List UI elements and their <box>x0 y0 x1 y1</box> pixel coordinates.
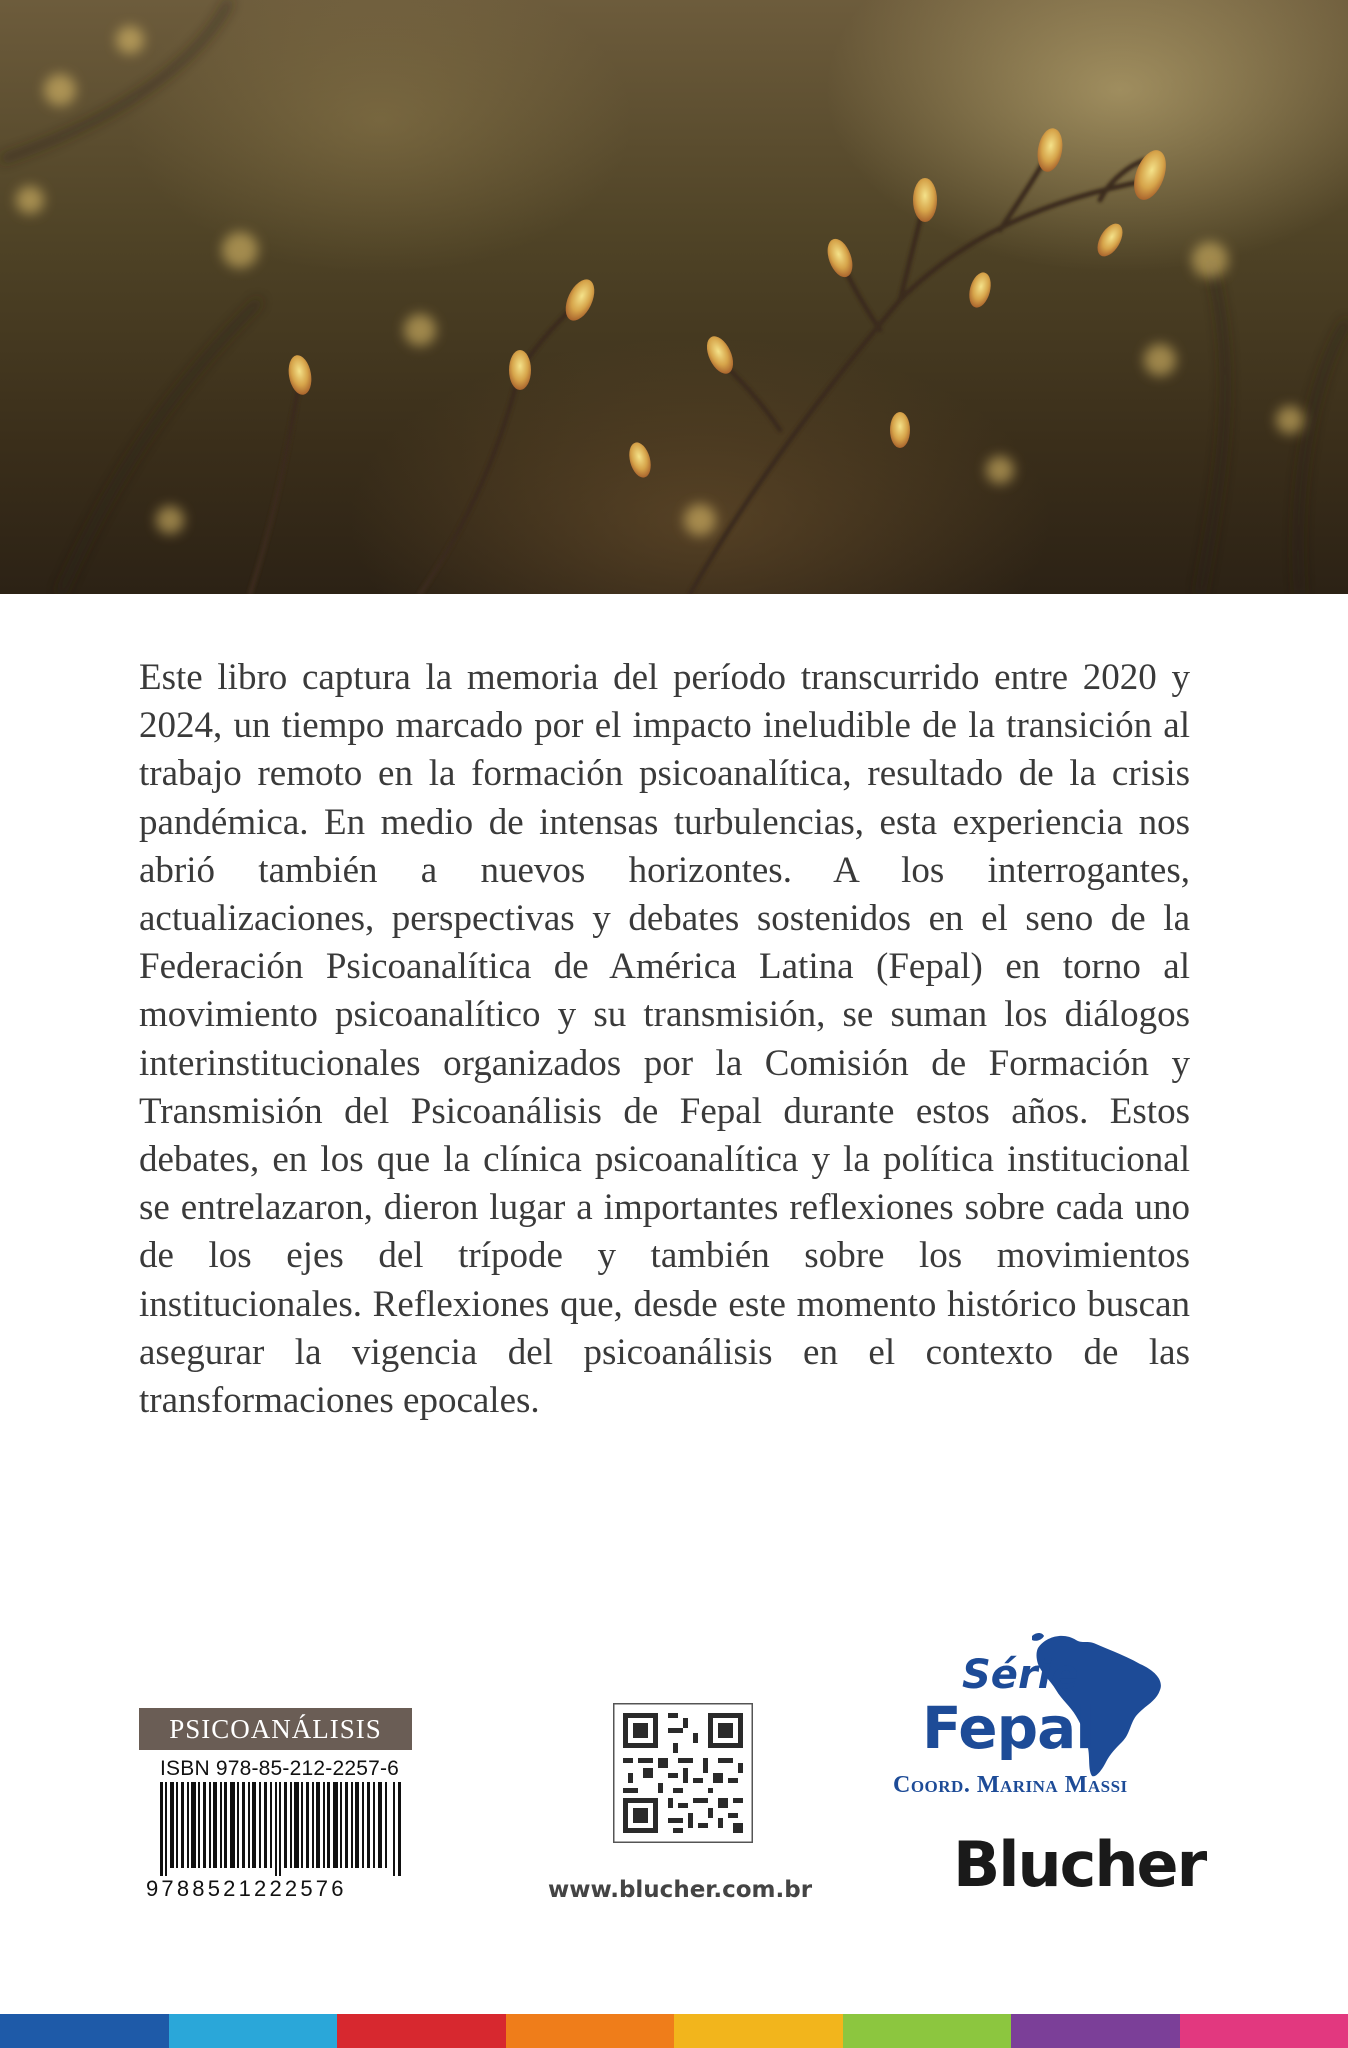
stripe-segment <box>169 2014 338 2048</box>
series-coordinator: Coord. Marina Massi <box>893 1772 1128 1798</box>
cover-photo <box>0 0 1348 594</box>
color-stripe <box>0 2014 1348 2048</box>
stripe-segment <box>843 2014 1012 2048</box>
barcode-icon <box>160 1782 402 1876</box>
qr-code-icon <box>613 1703 753 1843</box>
series-name: Fepal <box>922 1694 1095 1762</box>
branches-illustration <box>0 0 1348 594</box>
publisher-logo: Blucher <box>953 1828 1206 1901</box>
category-label: PSICOANÁLISIS <box>139 1708 412 1750</box>
barcode-digits: 9788521222576 <box>146 1876 347 1901</box>
back-cover-blurb: Este libro captura la memoria del período transcurrido entre 2020 y 2024, un tiempo marcado por el impacto ineludible de la transición al trabajo remoto en la formación psicoanalítica, resultado de la crisis pandémica. En medio de intensas turbulencias, esta experiencia nos abrió también a nuevos horizontes. A los interrogantes, actualizaciones, perspectivas y debates sostenidos en el seno de la Federación Psicoanalítica de América Latina (Fepal) en torno al movimiento psicoanalítico y su transmisión, se suman los diálogos interinstitucionales organizados por la Comisión de Formación y Transmisión del Psicoanálisis de Fepal durante estos años. Estos debates, en los que la clínica psicoanalítica y la política institucional se entrelazaron, dieron lugar a importantes reflexiones sobre cada uno de los ejes del trípode y también sobre los movimientos institucionales. Reflexiones que, desde este momento histórico buscan asegurar la vigencia del psicoanálisis en el contexto de las transformaciones epocales. <box>139 657 1190 1422</box>
isbn-label: ISBN 978-85-212-2257-6 <box>160 1757 400 1780</box>
publisher-website: www.blucher.com.br <box>547 1877 813 1903</box>
stripe-segment <box>337 2014 506 2048</box>
series-word: Série <box>962 1652 1079 1698</box>
stripe-segment <box>506 2014 675 2048</box>
stripe-segment <box>1011 2014 1180 2048</box>
stripe-segment <box>0 2014 169 2048</box>
stripe-segment <box>674 2014 843 2048</box>
stripe-segment <box>1180 2014 1348 2048</box>
